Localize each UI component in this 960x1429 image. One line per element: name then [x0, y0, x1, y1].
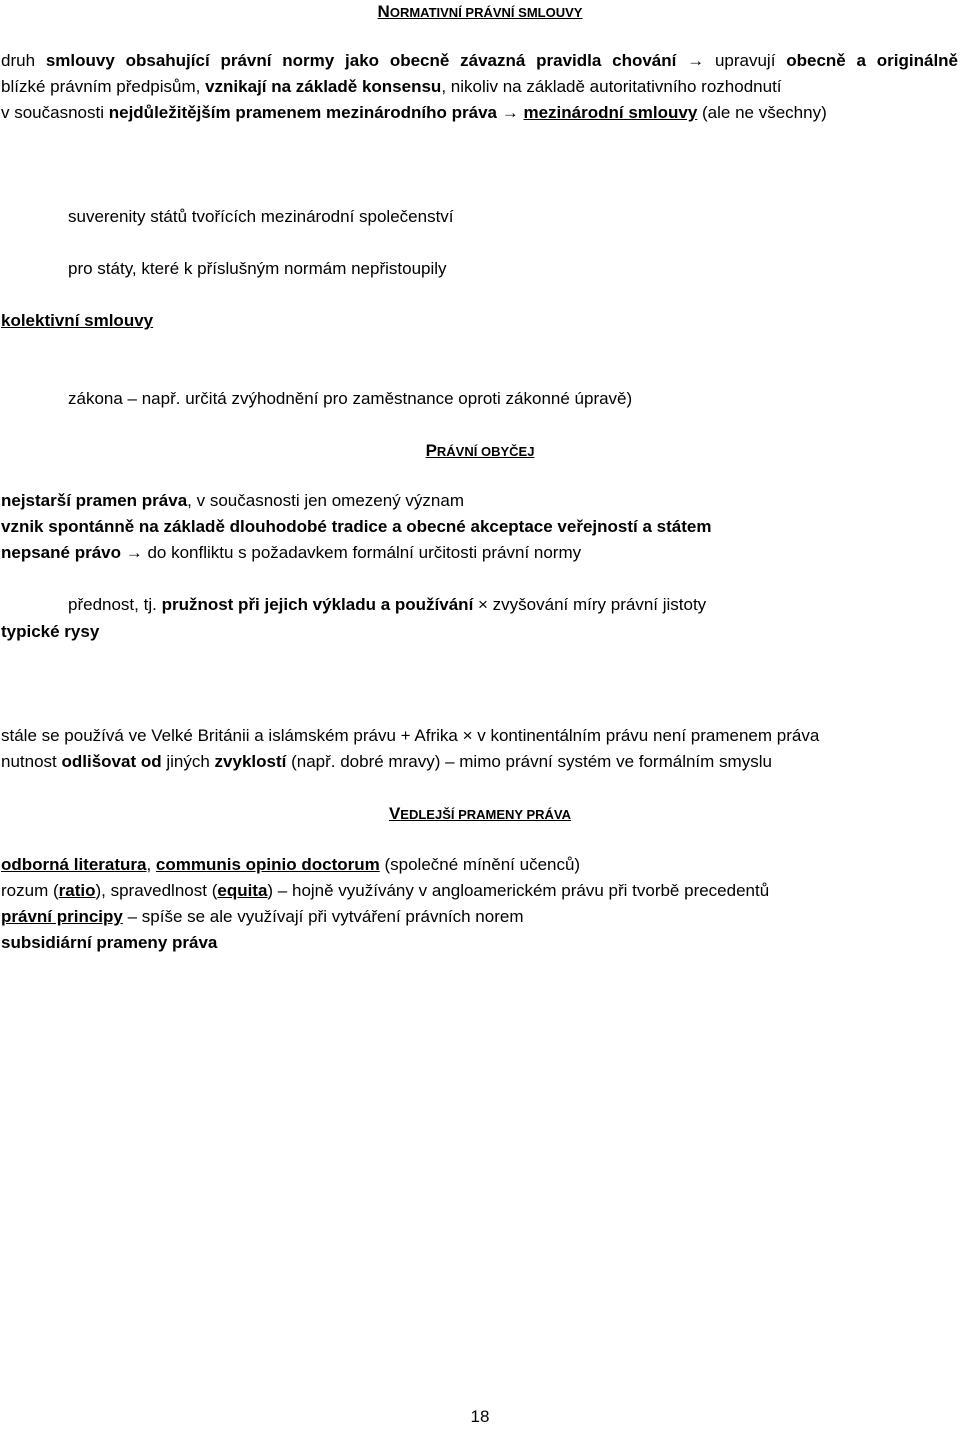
paragraph-line: nepsané právo → do konfliktu s požadavkem formální určitosti právní normy — [1, 543, 582, 562]
list-item-continuation: suverenity států tvořících mezinárodní společenství — [68, 207, 454, 226]
paragraph-line: nejstarší pramen práva, v současnosti jen omezený význam — [1, 491, 465, 510]
paragraph-line: blízké právním předpisům, vznikají na základě konsensu, nikoliv na základě autoritativního rozhodnutí — [1, 77, 782, 96]
list-item-continuation: pro státy, které k příslušným normám nepřistoupily — [68, 259, 447, 278]
page-number: 18 — [470, 1407, 490, 1426]
paragraph-line: stále se používá ve Velké Británii a islámském právu + Afrika × v kontinentálním právu není pramenem práva — [1, 726, 820, 745]
paragraph-line: nutnost odlišovat od jiných zvyklostí (např. dobré mravy) – mimo právní systém ve formálním smyslu — [1, 752, 772, 771]
section-heading-normativni-smlouvy: NORMATIVNÍ PRÁVNÍ SMLOUVY — [377, 2, 583, 21]
list-item-continuation: zákona – např. určitá zvýhodnění pro zaměstnance oproti zákonné úpravě) — [68, 389, 633, 408]
paragraph-line: rozum (ratio), spravedlnost (equita) – hojně využívány v angloamerickém právu při tvorbě precedentů — [1, 881, 770, 900]
paragraph-line: vznik spontánně na základě dlouhodobé tradice a obecné akceptace veřejností a státem — [1, 517, 712, 536]
paragraph-line: právní principy – spíše se ale využívají při vytváření právních norem — [1, 907, 524, 926]
subheading-typicke-rysy: typické rysy — [1, 622, 100, 641]
paragraph-line: v současnosti nejdůležitějším pramenem mezinárodního práva → mezinárodní smlouvy (ale ne všechny) — [1, 103, 827, 122]
section-heading-vedlejsi-prameny: VEDLEJŠÍ PRAMENY PRÁVA — [388, 804, 572, 823]
paragraph-line: druh smlouvy obsahující právní normy jako obecně závazná pravidla chování → upravují obecně a originálně — [1, 51, 958, 70]
subheading-subsidiarni-prameny: subsidiární prameny práva — [1, 933, 218, 952]
section-heading-pravni-obycej: PRÁVNÍ OBYČEJ — [425, 441, 535, 460]
paragraph-line: odborná literatura, communis opinio doctorum (společné mínění učenců) — [1, 855, 581, 874]
list-item-continuation: přednost, tj. pružnost při jejich výkladu a používání × zvyšování míry právní jistoty — [68, 595, 707, 614]
subheading-kolektivni-smlouvy: kolektivní smlouvy — [1, 311, 154, 330]
